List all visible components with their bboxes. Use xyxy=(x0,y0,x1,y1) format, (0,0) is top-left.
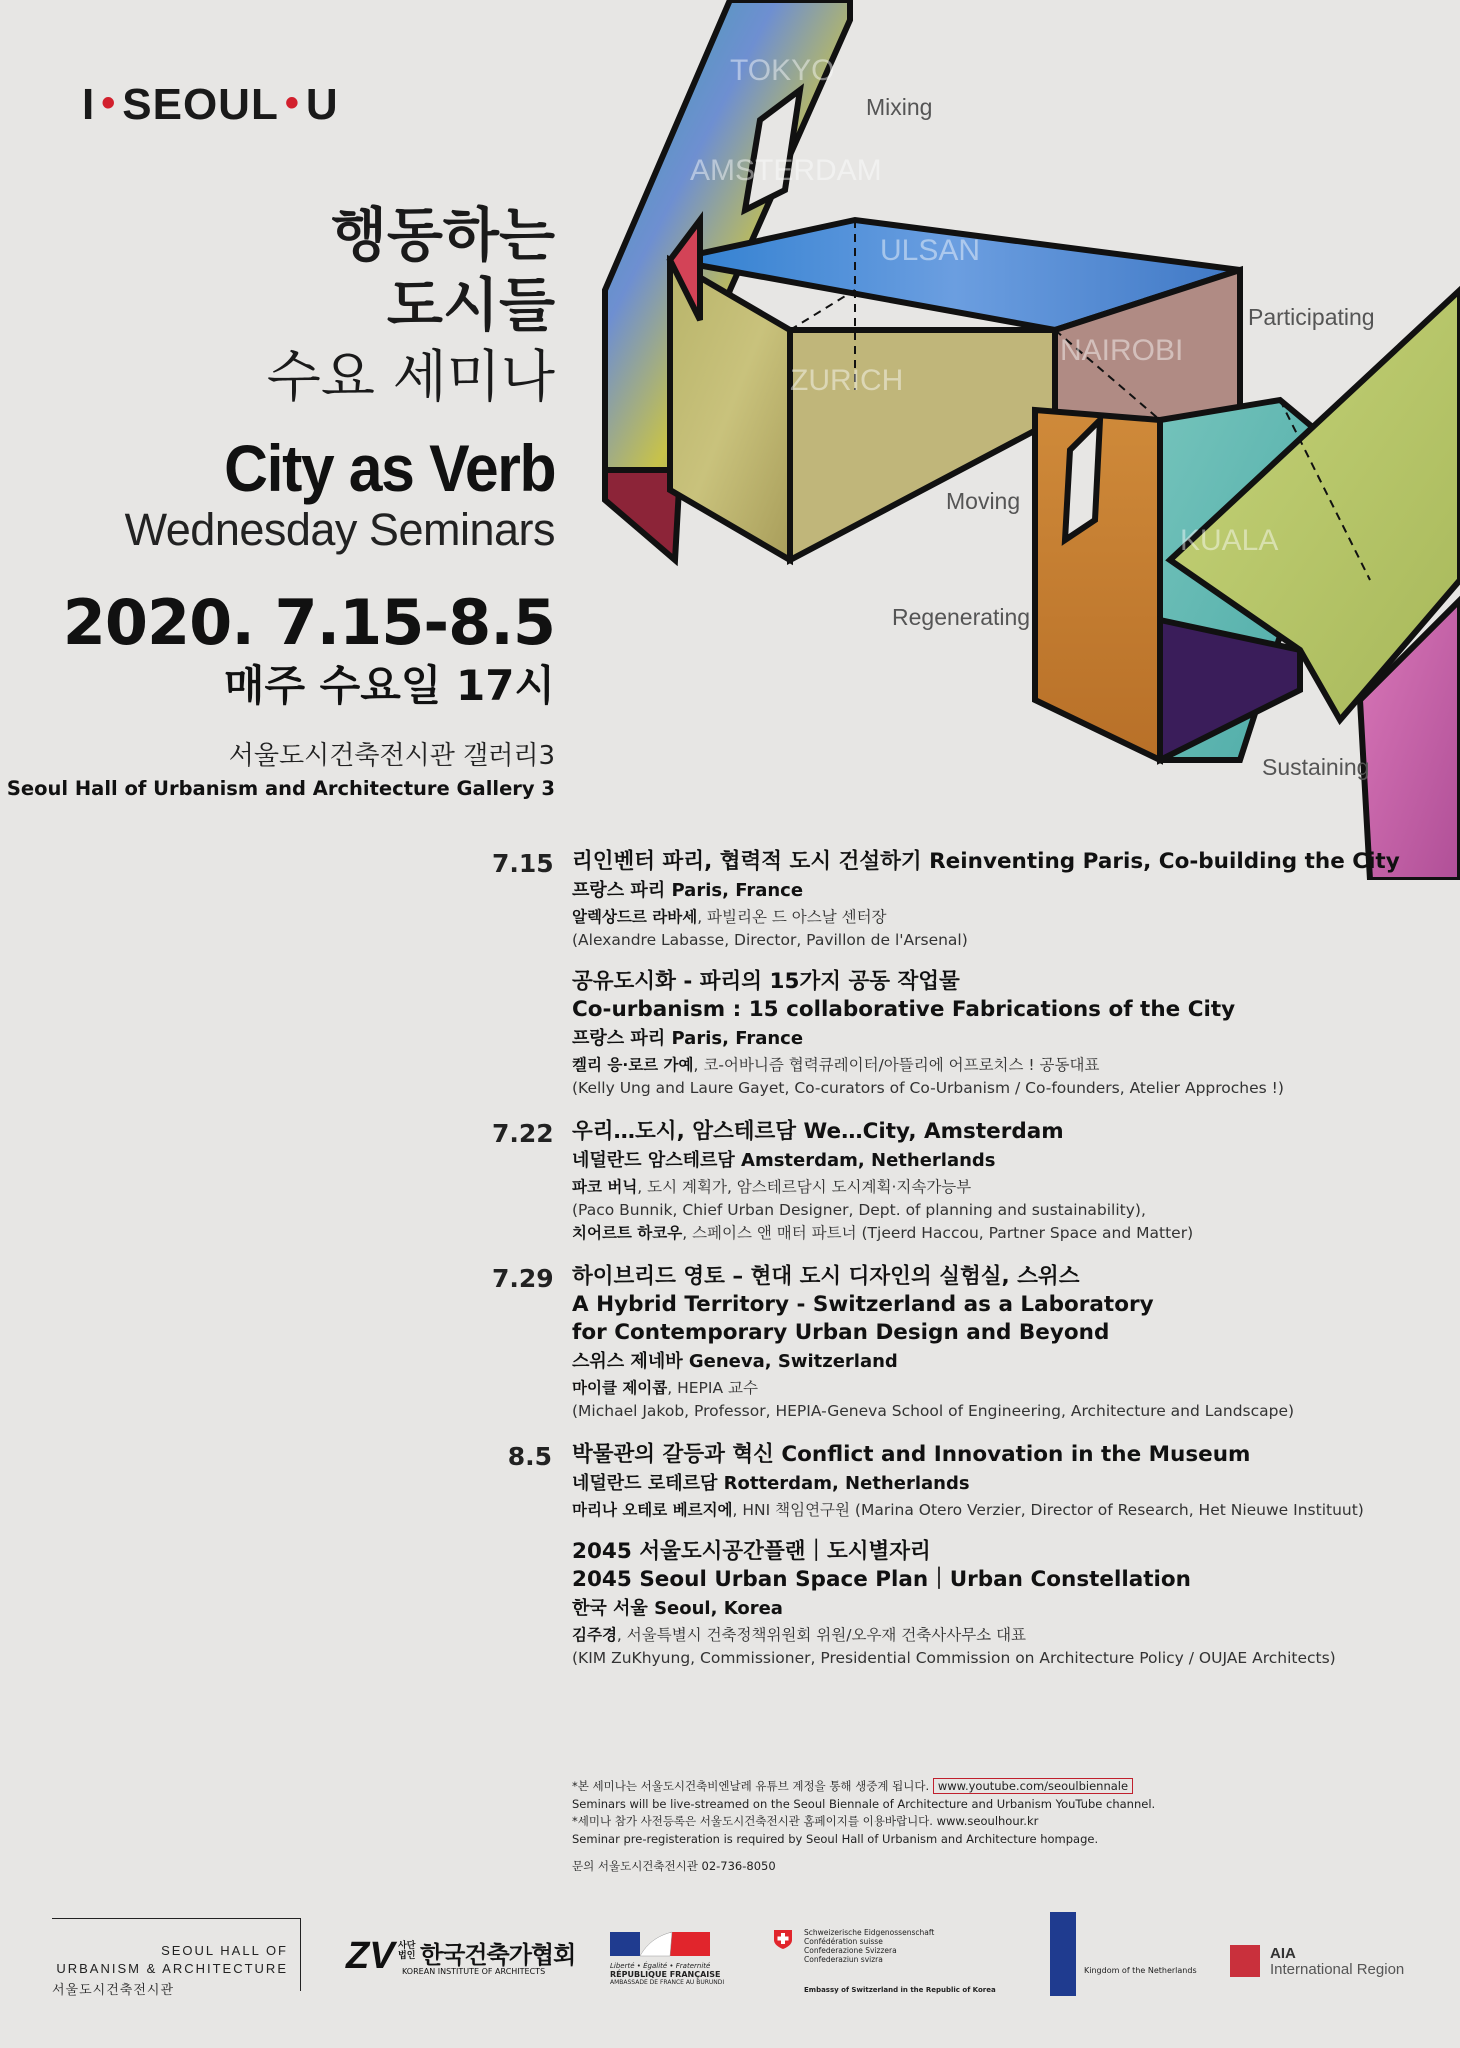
label-regenerating: Regenerating xyxy=(892,604,1031,630)
korean-subtitle: 수요 세미나 xyxy=(266,345,555,410)
logo-i: I xyxy=(82,80,96,129)
session-title: A Hybrid Territory - Switzerland as a Laboratory xyxy=(572,1292,1154,1317)
aia-emblem-icon xyxy=(1230,1945,1260,1977)
session-date: 8.5 xyxy=(507,1442,552,1471)
session-title: 2045 Seoul Urban Space Plan｜Urban Constellation xyxy=(572,1567,1191,1592)
logo-aia xyxy=(1230,1945,1430,1985)
svg-text:ZURICH: ZURICH xyxy=(790,364,904,397)
city-letters-artwork xyxy=(580,0,1460,880)
note-stream-en: Seminars will be live-streamed on the Seoul Biennale of Architecture and Urbanism YouTube channel. xyxy=(572,1796,1156,1811)
contact-info: 문의 서울도시건축전시관 02-736-8050 xyxy=(572,1859,776,1873)
session-title: 우리…도시, 암스테르담 We…City, Amsterdam xyxy=(572,1119,1064,1144)
ch-embassy: Embassy of Switzerland in the Republic of Korea xyxy=(804,1986,996,1994)
speaker-name: 김주경 xyxy=(572,1626,617,1644)
venue-english: Seoul Hall of Urbanism and Architecture Gallery 3 xyxy=(6,777,555,800)
speaker-name: 마리나 오테로 베르지에 xyxy=(572,1501,733,1519)
ch-line4: Confederaziun svizra xyxy=(804,1955,883,1964)
ch-line1: Schweizerische Eidgenossenschaft xyxy=(804,1928,935,1937)
france-motto: Liberté • Égalité • Fraternité xyxy=(610,1962,711,1970)
notes xyxy=(572,1778,1155,1848)
label-sustaining: Sustaining xyxy=(1262,754,1370,780)
shua-line2: URBANISM & ARCHITECTURE xyxy=(56,1961,288,1976)
logo-dot: • xyxy=(284,81,300,125)
label-moving: Moving xyxy=(946,488,1021,514)
label-mixing: Mixing xyxy=(866,94,933,120)
label-participating: Participating xyxy=(1248,304,1375,330)
speaker-name: 알렉상드르 라바세 xyxy=(572,908,698,926)
netherlands-name: Kingdom of the Netherlands xyxy=(1084,1966,1197,1975)
speaker-role: , 서울특별시 건축정책위원회 위원/오우재 건축사사무소 대표 xyxy=(616,1626,1027,1644)
seoul-brand-logo xyxy=(82,80,339,130)
logo-u: U xyxy=(305,80,339,129)
session-location: 프랑스 파리 Paris, France xyxy=(572,880,804,901)
english-subtitle: Wednesday Seminars xyxy=(124,504,555,555)
session-title: 하이브리드 영토 – 현대 도시 디자인의 실험실, 스위스 xyxy=(572,1264,1080,1289)
note-stream-kr: *본 세미나는 서울도시건축비엔날레 유튜브 계정을 통해 생중계 됩니다. xyxy=(572,1779,930,1793)
speaker-korean xyxy=(492,1222,1392,1245)
korean-title-line2: 도시들 xyxy=(386,271,555,339)
speaker-english: (Kelly Ung and Laure Gayet, Co-curators of Co-Urbanism / Co-founders, Atelier Approches !) xyxy=(572,1079,1284,1097)
logo-netherlands xyxy=(1050,1912,1210,1998)
svg-text:ULSAN: ULSAN xyxy=(880,234,981,267)
event-dates: 2020. 7.15-8.5 xyxy=(62,586,555,659)
session-location: 프랑스 파리 Paris, France xyxy=(572,1028,804,1049)
session-title: 박물관의 갈등과 혁신 Conflict and Innovation in the Museum xyxy=(572,1442,1251,1467)
speaker-korean xyxy=(492,1499,1392,1522)
session-title: 리인벤터 파리, 협력적 도시 건설하기 Reinventing Paris, Co-building the City xyxy=(572,849,1400,874)
session-title: 공유도시화 - 파리의 15가지 공동 작업물 xyxy=(572,969,960,994)
france-name: RÉPUBLIQUE FRANÇAISE xyxy=(610,1970,721,1979)
logo-seoul-hall xyxy=(52,1918,301,1997)
speaker-korean xyxy=(492,1377,1392,1400)
speaker-role: , HEPIA 교수 xyxy=(667,1379,758,1397)
ch-line2: Confédération suisse xyxy=(804,1937,883,1946)
session-title: Co-urbanism : 15 collaborative Fabrications of the City xyxy=(572,997,1236,1022)
speaker-name: 치어르트 하코우 xyxy=(572,1224,683,1242)
session-location: 한국 서울 Seoul, Korea xyxy=(572,1598,783,1619)
session-0715 xyxy=(492,848,1400,1100)
swiss-cross-icon xyxy=(772,1928,794,1950)
speaker-name: 파코 버닉 xyxy=(572,1178,638,1196)
netherlands-emblem-icon xyxy=(1050,1912,1076,1996)
session-date: 7.29 xyxy=(492,1264,554,1293)
session-0722 xyxy=(492,1118,1392,1245)
event-time: 매주 수요일 17시 xyxy=(223,661,555,710)
speaker-name: 마이클 제이콥 xyxy=(572,1379,668,1397)
kia-prefix: 사단 법인 xyxy=(398,1941,416,1961)
speaker-korean xyxy=(492,906,1392,929)
kia-name: 한국건축가협회 xyxy=(420,1941,576,1969)
speaker-role: , 코-어바니즘 협력큐레이터/아뜰리에 어프로치스 ! 공동대표 xyxy=(693,1056,1100,1074)
logo-france xyxy=(610,1928,725,1998)
session-0805 xyxy=(492,1441,1392,1670)
logo-seoul: SEOUL xyxy=(122,80,279,129)
title-block xyxy=(7,200,555,804)
art-text-tokyo: TOKYO xyxy=(730,54,835,87)
shua-line1: SEOUL HALL OF xyxy=(161,1943,288,1958)
kia-symbol: ZV xyxy=(346,1935,395,1977)
speaker-role: , 도시 계획가, 암스테르담시 도시계획·지속가능부 xyxy=(637,1178,972,1196)
svg-text:NAIROBI: NAIROBI xyxy=(1060,334,1184,367)
speaker-english: (Paco Bunnik, Chief Urban Designer, Dept. of planning and sustainability), xyxy=(572,1201,1146,1219)
speaker-role: , HNI 책임연구원 (Marina Otero Verzier, Director of Research, Het Nieuwe Instituut) xyxy=(732,1501,1364,1519)
speaker-korean xyxy=(492,1624,1392,1647)
session-location: 네덜란드 로테르담 Rotterdam, Netherlands xyxy=(572,1473,970,1494)
seminar-schedule xyxy=(492,848,1400,1670)
speaker-role: , 파빌리온 드 아스날 센터장 xyxy=(697,908,887,926)
france-sub: AMBASSADE DE FRANCE AU BURUNDI xyxy=(610,1979,725,1986)
ch-line3: Confederazione Svizzera xyxy=(804,1946,897,1955)
english-title: City as Verb xyxy=(223,431,555,505)
note-line xyxy=(572,1778,1155,1796)
kia-en: KOREAN INSTITUTE OF ARCHITECTS xyxy=(402,1967,546,1976)
speaker-role: , 스페이스 앤 매터 파트너 (Tjeerd Haccou, Partner Space and Matter) xyxy=(682,1224,1194,1242)
session-date: 7.15 xyxy=(492,849,554,878)
youtube-link[interactable]: www.youtube.com/seoulbiennale xyxy=(933,1778,1133,1794)
svg-text:KUALA: KUALA xyxy=(1180,524,1279,557)
session-location: 네덜란드 암스테르담 Amsterdam, Netherlands xyxy=(572,1150,996,1171)
aia-name: AIA xyxy=(1270,1945,1296,1962)
speaker-english: (Michael Jakob, Professor, HEPIA-Geneva School of Engineering, Architecture and Landscape) xyxy=(572,1402,1295,1420)
session-date: 7.22 xyxy=(492,1119,554,1148)
logo-kia xyxy=(346,1935,576,1995)
session-location: 스위스 제네바 Geneva, Switzerland xyxy=(572,1351,898,1372)
aia-region: International Region xyxy=(1270,1961,1405,1978)
speaker-korean xyxy=(492,1176,1392,1199)
speaker-english: (Alexandre Labasse, Director, Pavillon de l'Arsenal) xyxy=(572,931,968,949)
speaker-english: (KIM ZuKhyung, Commissioner, Presidential Commission on Architecture Policy / OUJAE Architects) xyxy=(572,1649,1336,1667)
logo-switzerland xyxy=(772,1928,1002,1998)
venue-korean: 서울도시건축전시관 갤러리3 xyxy=(228,741,555,771)
speaker-name: 켈리 응·로르 가예 xyxy=(572,1056,694,1074)
korean-title-line1: 행동하는 xyxy=(330,201,555,269)
svg-text:AMSTERDAM: AMSTERDAM xyxy=(690,154,882,187)
logo-dot: • xyxy=(101,81,117,125)
marianne-icon xyxy=(610,1928,710,1958)
note-register-en: Seminar pre-registeration is required by Seoul Hall of Urbanism and Architecture hompage. xyxy=(572,1831,1099,1846)
speaker-korean xyxy=(492,1054,1392,1077)
shua-line3: 서울도시건축전시관 xyxy=(52,1982,175,1997)
note-register-kr: *세미나 참가 사전등록은 서울도시건축전시관 홈페이지를 이용바랍니다. www.seoulhour.kr xyxy=(572,1814,1039,1828)
session-0729 xyxy=(492,1263,1392,1423)
session-title: for Contemporary Urban Design and Beyond xyxy=(572,1320,1110,1345)
session-title: 2045 서울도시공간플랜｜도시별자리 xyxy=(572,1539,931,1564)
